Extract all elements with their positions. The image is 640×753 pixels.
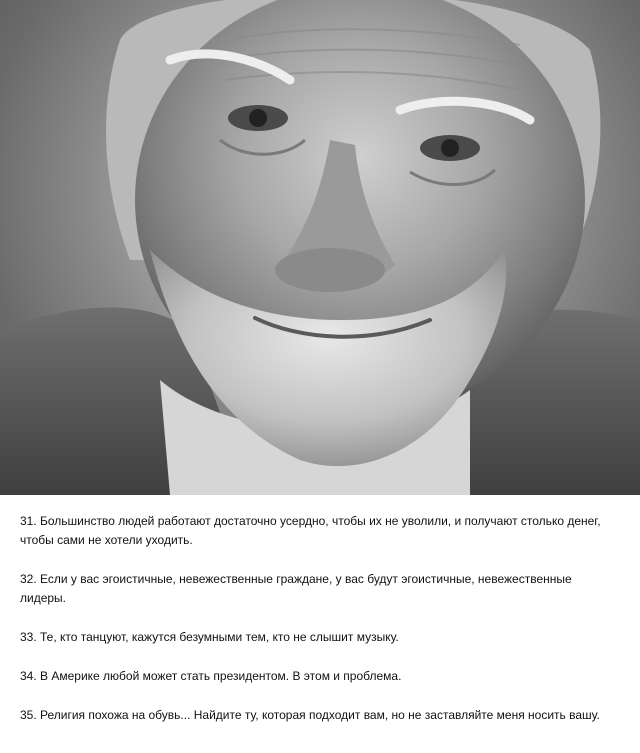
quote-31: 31. Большинство людей работают достаточно усердно, чтобы их не уволили, и получают столько денег, чтобы сами не хотели уходить. <box>20 514 601 547</box>
quote-35: 35. Религия похожа на обувь... Найдите ту, которая подходит вам, но не заставляйте меня носить вашу. <box>20 708 600 722</box>
quote-32: 32. Если у вас эгоистичные, невежественные граждане, у вас будут эгоистичные, невежественные лидеры. <box>20 572 572 605</box>
quotes-list <box>0 495 640 725</box>
quote-33: 33. Те, кто танцуют, кажутся безумными тем, кто не слышит музыку. <box>20 630 399 644</box>
quote-34: 34. В Америке любой может стать президентом. В этом и проблема. <box>20 669 402 683</box>
